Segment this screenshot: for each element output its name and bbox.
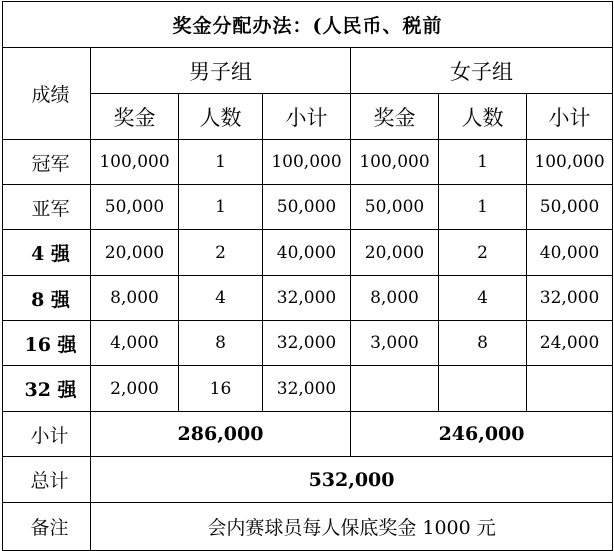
note-row xyxy=(3,503,613,551)
women-prize-cell xyxy=(351,366,439,412)
women-prize-cell: 50,000 xyxy=(351,185,439,230)
men-prize-cell: 8,000 xyxy=(91,276,179,321)
men-count-cell: 4 xyxy=(179,276,263,321)
sub-header-row xyxy=(3,94,613,140)
rank-cell: 32 强 xyxy=(3,366,91,412)
women-count-cell xyxy=(439,366,527,412)
men-subtotal-cell: 32,000 xyxy=(263,366,351,412)
women-subtotal-value: 246,000 xyxy=(351,412,613,457)
grand-total-value: 532,000 xyxy=(91,457,613,503)
women-subtotal-cell: 40,000 xyxy=(527,230,613,276)
women-prize-header: 奖金 xyxy=(351,94,439,140)
women-prize-cell: 3,000 xyxy=(351,321,439,366)
men-prize-cell: 20,000 xyxy=(91,230,179,276)
subtotal-label: 小计 xyxy=(3,412,91,457)
men-count-cell: 16 xyxy=(179,366,263,412)
table-row xyxy=(3,321,613,366)
men-count-header: 人数 xyxy=(179,94,263,140)
men-prize-cell: 2,000 xyxy=(91,366,179,412)
total-label: 总计 xyxy=(3,457,91,503)
score-header: 成绩 xyxy=(3,48,91,140)
table-row xyxy=(3,185,613,230)
women-count-cell: 4 xyxy=(439,276,527,321)
men-subtotal-cell: 100,000 xyxy=(263,140,351,185)
table-title: 奖金分配办法：(人民币、税前 xyxy=(3,2,613,48)
women-subtotal-cell: 32,000 xyxy=(527,276,613,321)
men-prize-cell: 100,000 xyxy=(91,140,179,185)
subtotal-row xyxy=(3,412,613,457)
women-subtotal-cell: 50,000 xyxy=(527,185,613,230)
men-subtotal-cell: 50,000 xyxy=(263,185,351,230)
rank-cell: 冠军 xyxy=(3,140,91,185)
group-header-row xyxy=(3,48,613,94)
rank-cell: 16 强 xyxy=(3,321,91,366)
men-count-cell: 1 xyxy=(179,140,263,185)
rank-cell: 亚军 xyxy=(3,185,91,230)
title-row xyxy=(3,2,613,48)
table-row xyxy=(3,140,613,185)
women-count-cell: 1 xyxy=(439,185,527,230)
men-prize-cell: 4,000 xyxy=(91,321,179,366)
men-count-cell: 1 xyxy=(179,185,263,230)
total-row xyxy=(3,457,613,503)
men-count-cell: 8 xyxy=(179,321,263,366)
table-row xyxy=(3,276,613,321)
note-label: 备注 xyxy=(3,503,91,551)
men-prize-header: 奖金 xyxy=(91,94,179,140)
prize-distribution-table xyxy=(2,1,613,551)
men-prize-cell: 50,000 xyxy=(91,185,179,230)
women-prize-cell: 8,000 xyxy=(351,276,439,321)
table-row xyxy=(3,230,613,276)
note-value: 会内赛球员每人保底奖金 1000 元 xyxy=(91,503,613,551)
women-count-cell: 8 xyxy=(439,321,527,366)
rank-cell: 8 强 xyxy=(3,276,91,321)
women-subtotal-cell xyxy=(527,366,613,412)
women-prize-cell: 100,000 xyxy=(351,140,439,185)
women-count-header: 人数 xyxy=(439,94,527,140)
rank-cell: 4 强 xyxy=(3,230,91,276)
men-subtotal-cell: 32,000 xyxy=(263,321,351,366)
men-subtotal-cell: 32,000 xyxy=(263,276,351,321)
women-prize-cell: 20,000 xyxy=(351,230,439,276)
women-subtotal-header: 小计 xyxy=(527,94,613,140)
men-count-cell: 2 xyxy=(179,230,263,276)
women-subtotal-cell: 24,000 xyxy=(527,321,613,366)
table-row xyxy=(3,366,613,412)
men-group-header: 男子组 xyxy=(91,48,351,94)
men-subtotal-cell: 40,000 xyxy=(263,230,351,276)
women-group-header: 女子组 xyxy=(351,48,613,94)
women-count-cell: 1 xyxy=(439,140,527,185)
women-count-cell: 2 xyxy=(439,230,527,276)
men-subtotal-value: 286,000 xyxy=(91,412,351,457)
women-subtotal-cell: 100,000 xyxy=(527,140,613,185)
men-subtotal-header: 小计 xyxy=(263,94,351,140)
